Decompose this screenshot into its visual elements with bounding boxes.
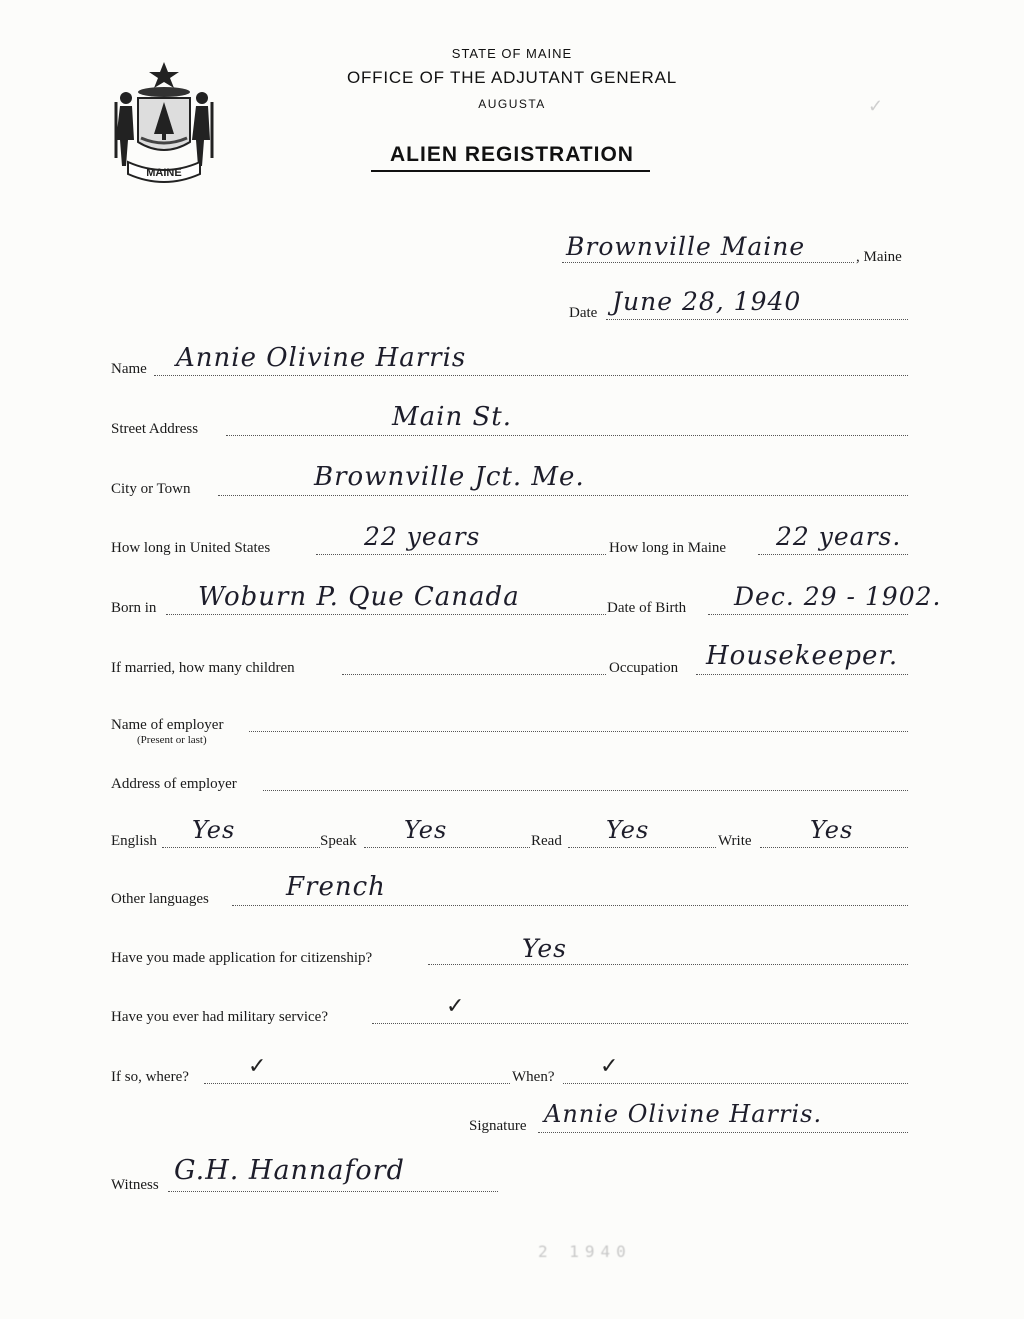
- name-line: [154, 375, 908, 376]
- employer-label: Name of employer: [111, 717, 224, 733]
- employer-note: (Present or last): [137, 734, 207, 746]
- children-label: If married, how many children: [111, 660, 295, 676]
- other-languages-value[interactable]: French: [286, 872, 386, 902]
- when-check-icon[interactable]: ✓: [600, 1054, 619, 1079]
- city-line: [218, 495, 908, 496]
- how-long-maine-line: [758, 554, 908, 555]
- children-line: [342, 674, 606, 675]
- when-label: When?: [512, 1069, 555, 1085]
- english-value[interactable]: Yes: [192, 816, 236, 844]
- born-in-value[interactable]: Woburn P. Que Canada: [198, 582, 520, 612]
- employer-line: [249, 731, 908, 732]
- citizenship-label: Have you made application for citizenship?: [111, 950, 373, 966]
- where-check-icon[interactable]: ✓: [248, 1054, 267, 1079]
- witness-value[interactable]: G.H. Hannaford: [174, 1155, 405, 1186]
- read-label: Read: [531, 833, 562, 849]
- how-long-maine-value[interactable]: 22 years.: [776, 522, 902, 551]
- citizenship-line: [428, 964, 908, 965]
- signature-label: Signature: [469, 1118, 527, 1134]
- page-title: ALIEN REGISTRATION: [390, 143, 634, 166]
- how-long-maine-label: How long in Maine: [609, 540, 727, 556]
- receipt-stamp: 2 1940: [538, 1242, 632, 1261]
- military-line: [372, 1023, 908, 1024]
- military-check-icon[interactable]: ✓: [446, 994, 465, 1019]
- born-in-label: Born in: [111, 600, 157, 616]
- citizenship-value[interactable]: Yes: [522, 934, 567, 963]
- born-in-line: [166, 614, 606, 615]
- seal-text: MAINE: [146, 167, 182, 179]
- occupation-label: Occupation: [609, 660, 679, 676]
- english-line: [162, 847, 320, 848]
- how-long-us-line: [316, 554, 606, 555]
- witness-label: Witness: [111, 1177, 159, 1193]
- witness-line: [168, 1191, 498, 1192]
- name-value[interactable]: Annie Olivine Harris: [176, 343, 467, 373]
- signature-line: [538, 1132, 908, 1133]
- other-languages-label: Other languages: [111, 891, 209, 907]
- read-line: [568, 847, 716, 848]
- write-label: Write: [718, 833, 752, 849]
- date-of-birth-label: Date of Birth: [607, 600, 687, 616]
- name-label: Name: [111, 361, 147, 377]
- date-value[interactable]: June 28, 1940: [612, 287, 802, 316]
- date-of-birth-line: [708, 614, 908, 615]
- city-label: City or Town: [111, 481, 191, 497]
- military-label: Have you ever had military service?: [111, 1009, 328, 1025]
- date-line: [606, 319, 908, 320]
- city-value[interactable]: Brownville Jct. Me.: [314, 462, 585, 492]
- title-underline: [371, 170, 650, 172]
- how-long-us-label: How long in United States: [111, 540, 271, 556]
- speak-label: Speak: [320, 833, 357, 849]
- street-label: Street Address: [111, 421, 199, 437]
- header-state: STATE OF MAINE: [451, 46, 573, 61]
- read-value[interactable]: Yes: [606, 816, 650, 844]
- town-suffix-label: , Maine: [856, 249, 902, 265]
- town-line: [562, 262, 854, 263]
- employer-address-label: Address of employer: [111, 776, 237, 792]
- if-so-where-label: If so, where?: [111, 1069, 189, 1085]
- if-so-where-line: [204, 1083, 510, 1084]
- other-languages-line: [232, 905, 908, 906]
- date-of-birth-value[interactable]: Dec. 29 - 1902.: [734, 582, 942, 611]
- employer-address-line: [263, 790, 908, 791]
- town-header-value[interactable]: Brownville Maine: [566, 232, 806, 261]
- write-value[interactable]: Yes: [810, 816, 854, 844]
- write-line: [760, 847, 908, 848]
- signature-value[interactable]: Annie Olivine Harris.: [544, 1100, 823, 1128]
- header-office: OFFICE OF THE ADJUTANT GENERAL: [346, 68, 678, 87]
- speak-value[interactable]: Yes: [404, 816, 448, 844]
- occupation-value[interactable]: Housekeeper.: [706, 641, 899, 671]
- header-city: AUGUSTA: [478, 97, 546, 111]
- occupation-line: [696, 674, 908, 675]
- when-line: [563, 1083, 908, 1084]
- english-label: English: [111, 833, 157, 849]
- street-line: [226, 435, 908, 436]
- street-value[interactable]: Main St.: [392, 402, 512, 432]
- corner-check-icon: ✓: [868, 96, 884, 116]
- speak-line: [364, 847, 530, 848]
- how-long-us-value[interactable]: 22 years: [364, 522, 481, 551]
- date-label: Date: [569, 305, 598, 321]
